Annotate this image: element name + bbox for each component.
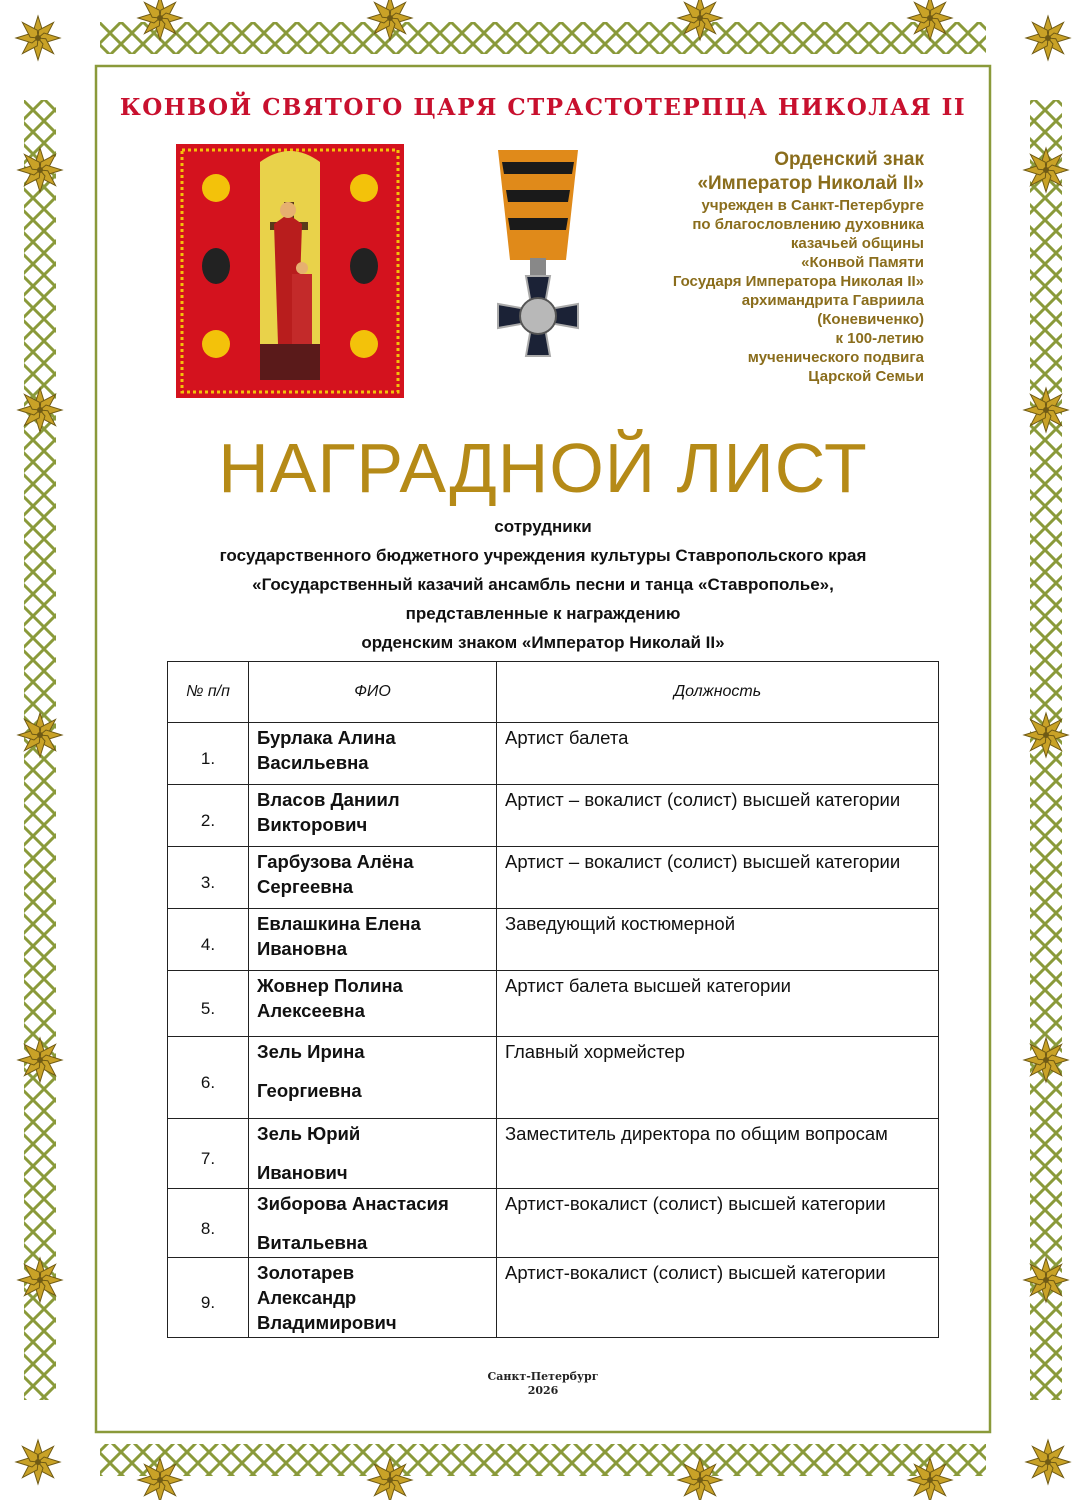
row-number: 4.	[168, 909, 249, 971]
row-position: Заведующий костюмерной	[497, 909, 939, 971]
name-line: Сергеевна	[257, 876, 354, 897]
medal-image	[478, 150, 598, 406]
name-line: Гарбузова Алёна	[257, 851, 414, 872]
name-line: Зель Ирина	[257, 1041, 365, 1062]
name-line: Золотарев	[257, 1262, 355, 1283]
row-position: Артист-вокалист (солист) высшей категории	[497, 1189, 939, 1258]
row-number: 8.	[168, 1189, 249, 1258]
table-row	[168, 723, 939, 785]
intro-line: сотрудники	[494, 517, 592, 536]
intro-text	[0, 512, 1086, 657]
table-row	[168, 1037, 939, 1119]
table-row	[168, 1189, 939, 1258]
name-line: Ивановна	[257, 938, 348, 959]
row-name	[249, 723, 497, 785]
name-line: Зель Юрий	[257, 1123, 361, 1144]
intro-line: орденским знаком «Император Николай II»	[361, 633, 725, 652]
row-number: 9.	[168, 1258, 249, 1338]
row-number: 7.	[168, 1119, 249, 1189]
row-number: 3.	[168, 847, 249, 909]
name-line: Алексеевна	[257, 1000, 365, 1021]
order-desc-line: мученического подвига	[747, 349, 924, 366]
order-desc-line: учрежден в Санкт-Петербурге	[701, 197, 924, 214]
name-line: Бурлака Алина	[257, 727, 396, 748]
awards-table	[167, 661, 939, 1338]
table-row	[168, 1258, 939, 1338]
row-position: Артист – вокалист (солист) высшей категории	[497, 847, 939, 909]
row-number: 1.	[168, 723, 249, 785]
order-desc-line: архимандрита Гавриила	[741, 292, 924, 309]
name-line: Александр	[257, 1287, 357, 1308]
row-position: Артист-вокалист (солист) высшей категории	[497, 1258, 939, 1338]
row-name	[249, 847, 497, 909]
order-desc-line: к 100-летию	[835, 330, 924, 347]
row-name	[249, 1119, 497, 1189]
convoy-title: КОНВОЙ СВЯТОГО ЦАРЯ СТРАСТОТЕРПЦА НИКОЛАЯ II	[119, 94, 967, 121]
row-position: Артист – вокалист (солист) высшей категории	[497, 785, 939, 847]
row-position: Заместитель директора по общим вопросам	[497, 1119, 939, 1189]
header-num: № п/п	[168, 662, 249, 723]
row-position: Главный хормейстер	[497, 1037, 939, 1119]
header-position: Должность	[497, 662, 939, 723]
name-line: Георгиевна	[257, 1080, 362, 1101]
name-line: Васильевна	[257, 752, 369, 773]
order-desc-line: «Конвой Памяти	[801, 254, 924, 271]
row-name	[249, 1258, 497, 1338]
row-number: 6.	[168, 1037, 249, 1119]
name-line: Иванович	[257, 1162, 348, 1183]
name-line: Жовнер Полина	[257, 975, 403, 996]
order-desc-line: по благословлению духовника	[692, 216, 924, 233]
header-name: ФИО	[249, 662, 497, 723]
row-number: 2.	[168, 785, 249, 847]
footer	[0, 1370, 1086, 1398]
table-row	[168, 971, 939, 1037]
order-name-line: «Император Николай II»	[697, 173, 924, 194]
row-name	[249, 971, 497, 1037]
order-description	[673, 148, 924, 386]
name-line: Власов Даниил	[257, 789, 400, 810]
row-number: 5.	[168, 971, 249, 1037]
order-name-line: Орденский знак	[774, 149, 924, 170]
order-desc-line: казачьей общины	[790, 235, 924, 252]
row-position: Артист балета	[497, 723, 939, 785]
order-desc-line: Государя Императора Николая II»	[672, 273, 924, 290]
order-desc-line: (Коневиченко)	[817, 311, 924, 328]
intro-line: представленные к награждению	[405, 604, 681, 623]
name-line: Евлашкина Елена	[257, 913, 421, 934]
row-position: Артист балета высшей категории	[497, 971, 939, 1037]
row-name	[249, 1037, 497, 1119]
icon-banner-image	[176, 144, 404, 398]
intro-line: «Государственный казачий ансамбль песни и танца «Ставрополье»,	[252, 575, 834, 594]
name-line: Викторович	[257, 814, 368, 835]
document-title: НАГРАДНОЙ ЛИСТ	[218, 429, 868, 507]
table-row	[168, 1119, 939, 1189]
footer-city: Санкт-Петербург	[487, 1370, 599, 1383]
footer-year: 2026	[527, 1384, 559, 1397]
row-name	[249, 1189, 497, 1258]
name-line: Витальевна	[257, 1232, 368, 1253]
intro-line: государственного бюджетного учреждения культуры Ставропольского края	[219, 546, 867, 565]
name-line: Зиборова Анастасия	[257, 1193, 449, 1214]
row-name	[249, 909, 497, 971]
row-name	[249, 785, 497, 847]
table-row	[168, 909, 939, 971]
table-header-row	[168, 662, 939, 723]
table-row	[168, 847, 939, 909]
table-row	[168, 785, 939, 847]
order-desc-line: Царской Семьи	[808, 368, 924, 385]
name-line: Владимирович	[257, 1312, 397, 1333]
